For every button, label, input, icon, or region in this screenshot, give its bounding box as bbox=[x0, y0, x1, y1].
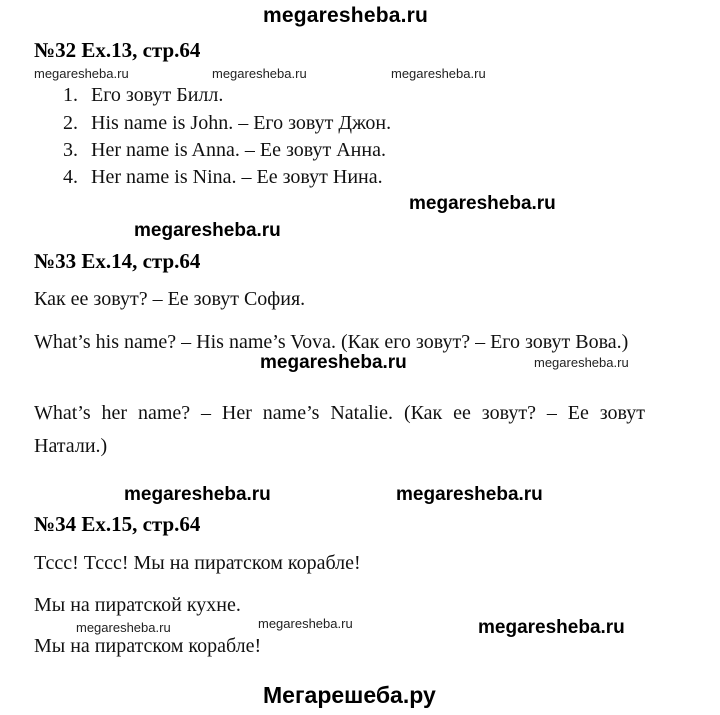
ex33-paragraph-2: What’s his name? – His name’s Vova. (Как его зовут? – Его зовут Вова.) bbox=[34, 331, 629, 353]
ex32-watermark-small-3: megaresheba.ru bbox=[391, 66, 486, 81]
ex32-watermark-small-2: megaresheba.ru bbox=[212, 66, 307, 81]
ex33-heading: №33 Ex.14, стр.64 bbox=[34, 249, 201, 273]
site-watermark-top: megaresheba.ru bbox=[263, 4, 429, 27]
ex32-list-item bbox=[63, 84, 223, 107]
ex34-watermark-small-a: megaresheba.ru bbox=[76, 620, 171, 635]
ex34-line-2: Мы на пиратской кухне. bbox=[34, 594, 241, 616]
list-item-number: 1. bbox=[63, 84, 78, 106]
ex33-watermark-mid: megaresheba.ru bbox=[260, 352, 407, 373]
ex32-watermark-small-1: megaresheba.ru bbox=[34, 66, 129, 81]
ex33-paragraph-3: What’s her name? – Her name’s Natalie. (Как ее зовут? – Ее зовут Натали.) bbox=[34, 402, 645, 457]
ex33-watermark-small: megaresheba.ru bbox=[534, 355, 629, 370]
ex32-heading: №32 Ex.13, стр.64 bbox=[34, 38, 201, 62]
ex34-heading: №34 Ex.15, стр.64 bbox=[34, 512, 201, 536]
list-item-text: Его зовут Билл. bbox=[91, 84, 224, 106]
ex32-list-item bbox=[63, 112, 391, 135]
ex32-watermark-right: megaresheba.ru bbox=[409, 193, 556, 214]
ex34-watermark-b: megaresheba.ru bbox=[396, 484, 543, 505]
ex32-list-item bbox=[63, 166, 383, 189]
ex34-watermark-a: megaresheba.ru bbox=[124, 484, 271, 505]
list-item-number: 4. bbox=[63, 166, 78, 188]
ex34-watermark-right: megaresheba.ru bbox=[478, 617, 625, 638]
ex32-list-item bbox=[63, 139, 386, 162]
list-item-number: 3. bbox=[63, 139, 78, 161]
list-item-number: 2. bbox=[63, 112, 78, 134]
ex34-line-3: Мы на пиратском корабле! bbox=[34, 635, 262, 657]
list-item-text: Her name is Nina. – Ее зовут Нина. bbox=[91, 166, 383, 188]
ex32-watermark-left: megaresheba.ru bbox=[134, 220, 281, 241]
list-item-text: Her name is Anna. – Ее зовут Анна. bbox=[91, 139, 386, 161]
site-watermark-bottom: Мегарешеба.ру bbox=[263, 682, 436, 708]
ex34-watermark-small-b: megaresheba.ru bbox=[258, 616, 353, 631]
ex34-line-1: Тссс! Тссс! Мы на пиратском корабле! bbox=[34, 552, 361, 574]
list-item-text: His name is John. – Его зовут Джон. bbox=[91, 112, 392, 134]
ex33-line-1: Как ее зовут? – Ее зовут София. bbox=[34, 288, 306, 310]
